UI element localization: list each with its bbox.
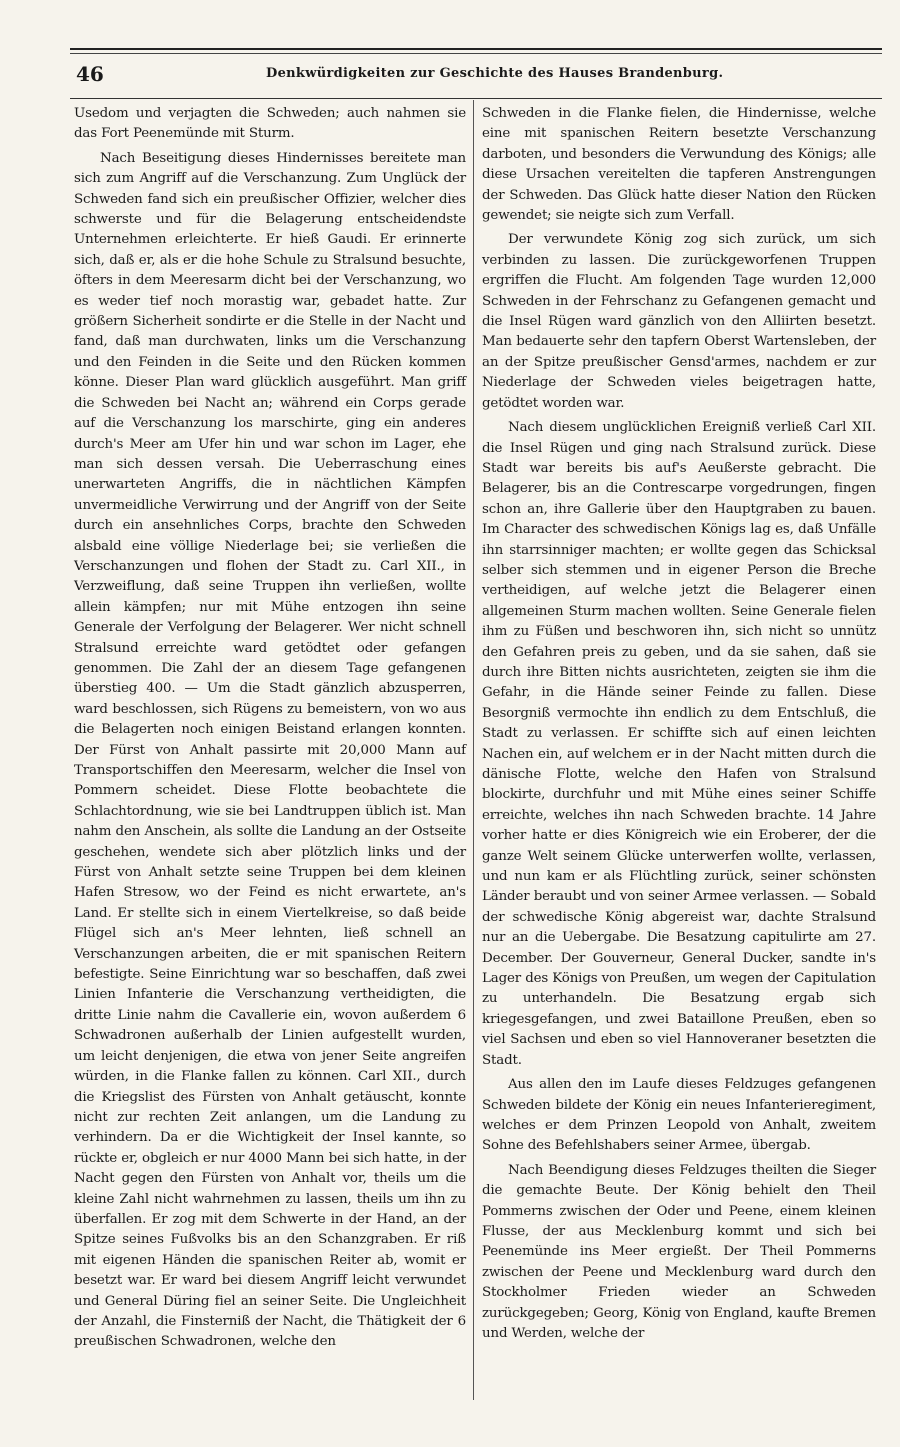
paragraph: Nach Beseitigung dieses Hindernisses bereitete man sich zum Angriff auf die Verschanzung. Zum Unglück der Schweden fand sich ein preußischer Offizier, welcher dies schwerste und für die Belagerung entscheidendste Unternehmen erleichterte. Er hieß Gaudi. Er erinnerte sich, daß er, als er die hohe Schule zu Stralsund besuchte, öfters in dem Meeresarm dicht bei der Verschanzung, wo es weder tief noch morastig war, gebadet hatte. Zur größern Sicherheit sondirte er die Stelle in der Nacht und fand, daß man durchwaten, links um die Verschanzung und den Feinden in die Seite und den Rücken kommen könne. Dieser Plan ward glücklich ausgeführt. Man griff die Schweden bei Nacht an; während ein Corps gerade auf die Verschanzung los marschirte, ging ein anderes durch's Meer am Ufer hin und war schon im Lager, ehe man sich dessen versah. Die Ueberraschung eines unerwarteten Angriffs, die in nächtlichen Kämpfen unvermeidliche Verwirrung und der Angriff von der Seite durch ein ansehnliches Corps, brachte den Schweden alsbald eine völlige Niederlage bei; sie verließen die Verschanzungen und flohen der Stadt zu. Carl XII., in Verzweiflung, daß seine Truppen ihn verließen, wollte allein kämpfen; nur mit Mühe entzogen ihn seine Generale der Verfolgung der Belagerer. Wer nicht schnell Stralsund erreichte ward getödtet oder gefangen genommen. Die Zahl der an diesem Tage gefangenen überstieg 400. — Um die Stadt gänzlich abzusperren, ward beschlossen, sich Rügens zu bemeistern, von wo aus die Belagerten noch einigen Beistand erlangen konnten. Der Fürst von Anhalt passirte mit 20,000 Mann auf Transportschiffen den Meeresarm, welcher die Insel von Pommern scheidet. Diese Flotte beobachtete die Schlachtordnung, wie sie bei Landtruppen üblich ist. Man nahm den Anschein, als sollte die Landung an der Ostseite geschehen, wendete sich aber plötzlich links und der Fürst von Anhalt setzte seine Truppen bei dem kleinen Hafen Stresow, wo der Feind es nicht erwartete, an's Land. Er stellte sich in einem Viertelkreise, so daß beide Flügel sich an's Meer lehnten, ließ schnell an Verschanzungen arbeiten, die er mit spanischen Reitern befestigte. Seine Einrichtung war so beschaffen, daß zwei Linien Infanterie die Verschanzung vertheidigten, die dritte Linie nahm die Cavallerie ein, wovon außerdem 6 Schwadronen außerhalb der Linien aufgestellt wurden, um leicht denjenigen, die etwa von jener Seite angreifen würden, in die Flanke fallen zu können. Carl XII., durch die Kriegslist des Fürsten von Anhalt getäuscht, konnte nicht zur rechten Zeit anlangen, um die Landung zu verhindern. Da er die Wichtigkeit der Insel kannte, so rückte er, obgleich er nur 4000 Mann bei sich hatte, in der Nacht gegen den Fürsten von Anhalt vor, theils um die kleine Zahl nicht wahrnehmen zu lassen, theils um ihn zu überfallen. Er zog mit dem Schwerte in der Hand, an der Spitze seines Fußvolks bis an den Schanzgraben. Er riß mit eigenen Händen die spanischen Reiter ab, womit er besetzt war. Er ward bei diesem Angriff leicht verwundet und General Düring fiel an seiner Seite. Die Ungleichheit der Anzahl, die Finsterniß der Nacht, die Thätigkeit der 6 preußischen Schwadronen, welche den (74, 150, 466, 1350)
paragraph: Schweden in die Flanke fielen, die Hindernisse, welche eine mit spanischen Reitern besetzte Verschanzung darboten, und besonders die Verwundung des Königs; alle diese Ursachen vereitelten die tapferen Anstrengungen der Schweden. Das Glück hatte dieser Nation den Rücken gewendet; sie neigte sich zum Verfall. (482, 106, 876, 224)
page-number: 46 (76, 62, 104, 86)
left-column (74, 104, 466, 1353)
paragraph: Nach Beendigung dieses Feldzuges theilten die Sieger die gemachte Beute. Der König behielt den Theil Pommerns zwischen der Oder und Peene, einem kleinen Flusse, der aus Mecklenburg kommt und sich bei Peenemünde ins Meer ergießt. Der Theil Pommerns zwischen der Peene und Mecklenburg ward durch den Stockholmer Frieden wieder an Schweden zurückgegeben; Georg, König von England, kaufte Bremen und Werden, welche der (482, 1162, 876, 1341)
paragraph: Nach diesem unglücklichen Ereigniß verließ Carl XII. die Insel Rügen und ging nach Stralsund zurück. Diese Stadt war bereits bis auf's Aeußerste gebracht. Die Belagerer, bis an die Contrescarpe vorgedrungen, fingen schon an, ihre Gallerie über den Hauptgraben zu bauen. Im Character des schwedischen Königs lag es, daß Unfälle ihn starrsinniger machten; er wollte gegen das Schicksal selber sich stemmen und in eigener Person die Breche vertheidigen, auf welche jetzt die Belagerer einen allgemeinen Sturm machen wollten. Seine Generale fielen ihm zu Füßen und beschworen ihn, sich nicht so unnütz den Gefahren preis zu geben, und da sie sahen, daß sie durch ihre Bitten nichts ausrichteten, zeigten sie ihm die Gefahr, in die Hände seiner Feinde zu fallen. Diese Besorgniß vermochte ihn endlich zu dem Entschluß, die Stadt zu verlassen. Er schiffte sich auf einen leichten Nachen ein, auf welchem er in der Nacht mitten durch die dänische Flotte, welche den Hafen von Stralsund blockirte, durchfuhr und mit Mühe eines seiner Schiffe erreichte, welches ihn nach Schweden brachte. 14 Jahre vorher hatte er dies Königreich wie ein Eroberer, der die ganze Welt seinem Glücke unterwerfen wollte, verlassen, und nun kam er als Flüchtling zurück, seiner schönsten Länder beraubt und von seiner Armee verlassen. — Sobald der schwedische König abgereist war, dachte Stralsund nur an die Uebergabe. Die Besatzung capitulirte am 27. December. Der Gouverneur, General Ducker, sandte in's Lager des Königs von Preußen, um wegen der Capitulation zu unterhandeln. Die Besatzung ergab sich kriegesgefangen, und zwei Bataillone Preußen, eben so viel Sachsen und eben so viel Hannoveraner besetzten die Stadt. (482, 420, 876, 1068)
running-head (76, 58, 876, 90)
header-rule (70, 98, 882, 99)
right-column (482, 104, 876, 1344)
paragraph: Usedom und verjagten die Schweden; auch nahmen sie das Fort Peenemünde mit Sturm. (74, 106, 466, 142)
running-title: Denkwürdigkeiten zur Geschichte des Hauses Brandenburg. (266, 66, 724, 81)
paragraph: Aus allen den im Laufe dieses Feldzuges gefangenen Schweden bildete der König ein neues Infanterieregiment, welches er dem Prinzen Leopold von Anhalt, zweitem Sohne des Befehlshabers seiner Armee, übergab. (482, 1077, 876, 1154)
column-divider (473, 100, 474, 1400)
paragraph: Der verwundete König zog sich zurück, um sich verbinden zu lassen. Die zurückgeworfenen Truppen ergriffen die Flucht. Am folgenden Tage wurden 12,000 Schweden in der Fehrschanz zu Gefangenen gemacht und die Insel Rügen ward gänzlich von den Alliirten besetzt. Man bedauerte sehr den tapfern Oberst Wartensleben, der an der Spitze preußischer Gensd'armes, nachdem er zur Niederlage der Schweden vieles beigetragen hatte, getödtet worden war. (482, 232, 876, 411)
